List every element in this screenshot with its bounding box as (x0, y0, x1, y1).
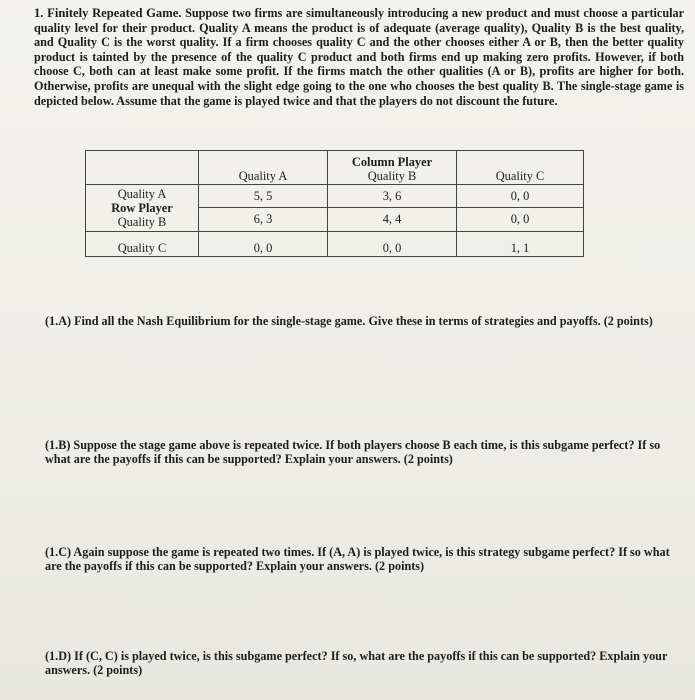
row-label-quality-b: Quality B (117, 215, 167, 229)
row-label-quality-c: Quality C (86, 232, 199, 257)
question-1c: (1.C) Again suppose the game is repeated two times. If (A, A) is played twice, is this strategy subgame perfect? If so what are the payoffs if this can be supported? Explain your answers. (2 points) (45, 545, 670, 574)
payoff-cell-c-b: 0, 0 (328, 232, 457, 257)
question-1d: (1.D) If (C, C) is played twice, is this subgame perfect? If so, what are the payoffs if this can be supported? Explain your answers. (2 points) (45, 649, 668, 678)
payoff-matrix (85, 150, 584, 257)
problem-title: 1. Finitely Repeated Game. (34, 6, 182, 20)
payoff-cell-b-b: 4, 4 (328, 207, 456, 230)
payoff-rows-a-b (86, 185, 584, 232)
problem-intro (34, 6, 684, 108)
payoff-cell-a-b: 3, 6 4, 4 (328, 185, 457, 232)
payoff-cell-a-a: 5, 5 6, 3 (199, 185, 328, 232)
row-player-label: Row Player (111, 201, 173, 215)
corner-cell (86, 151, 199, 185)
question-1b: (1.B) Suppose the stage game above is repeated twice. If both players choose B each time, is this subgame perfect? If so what are the payoffs if this can be supported? Explain your answers. (2 points) (45, 438, 661, 467)
column-player-label: Column Player (351, 155, 433, 169)
col-header-quality-c: Quality C (457, 151, 584, 185)
problem-description: Suppose two firms are simultaneously introducing a new product and must choose a particular quality level for their product. Quality A means the product is of adequate (average quality), Quality B is the best quality, and Quality C is the worst quality. If a firm chooses quality C and the other chooses either A or B, then the better quality product is tainted by the presence of the quality C product and both firms end up making zero profits. However, if both choose C, both can at least make some profit. If the firms match the other qualities (A or B), profits are higher for both. Otherwise, profits are unequal with the slight edge going to the one who chooses the best quality B. The single-stage game is depicted below. Assume that the game is played twice and that the players do not discount the future. (34, 6, 684, 108)
row-label-quality-a: Quality A (117, 187, 167, 201)
payoff-cell-b-c: 0, 0 (457, 207, 583, 230)
single-stage-emphasis: single-stage game (271, 314, 363, 328)
payoff-cell-a-c: 0, 0 0, 0 (457, 185, 584, 232)
payoff-cell-c-a: 0, 0 (199, 232, 328, 257)
col-header-quality-b: Column Player Quality B (328, 151, 457, 185)
payoff-header-row (86, 151, 584, 185)
payoff-cell-c-c: 1, 1 (457, 232, 584, 257)
row-labels-a-b (86, 185, 199, 232)
col-header-quality-a: Quality A (199, 151, 328, 185)
payoff-row-c (86, 232, 584, 257)
question-1a: (1.A) Find all the Nash Equilibrium for the single-stage game. Give these in terms of strategies and payoffs. (2 points) (45, 314, 653, 328)
payoff-cell-b-a: 6, 3 (199, 207, 327, 230)
